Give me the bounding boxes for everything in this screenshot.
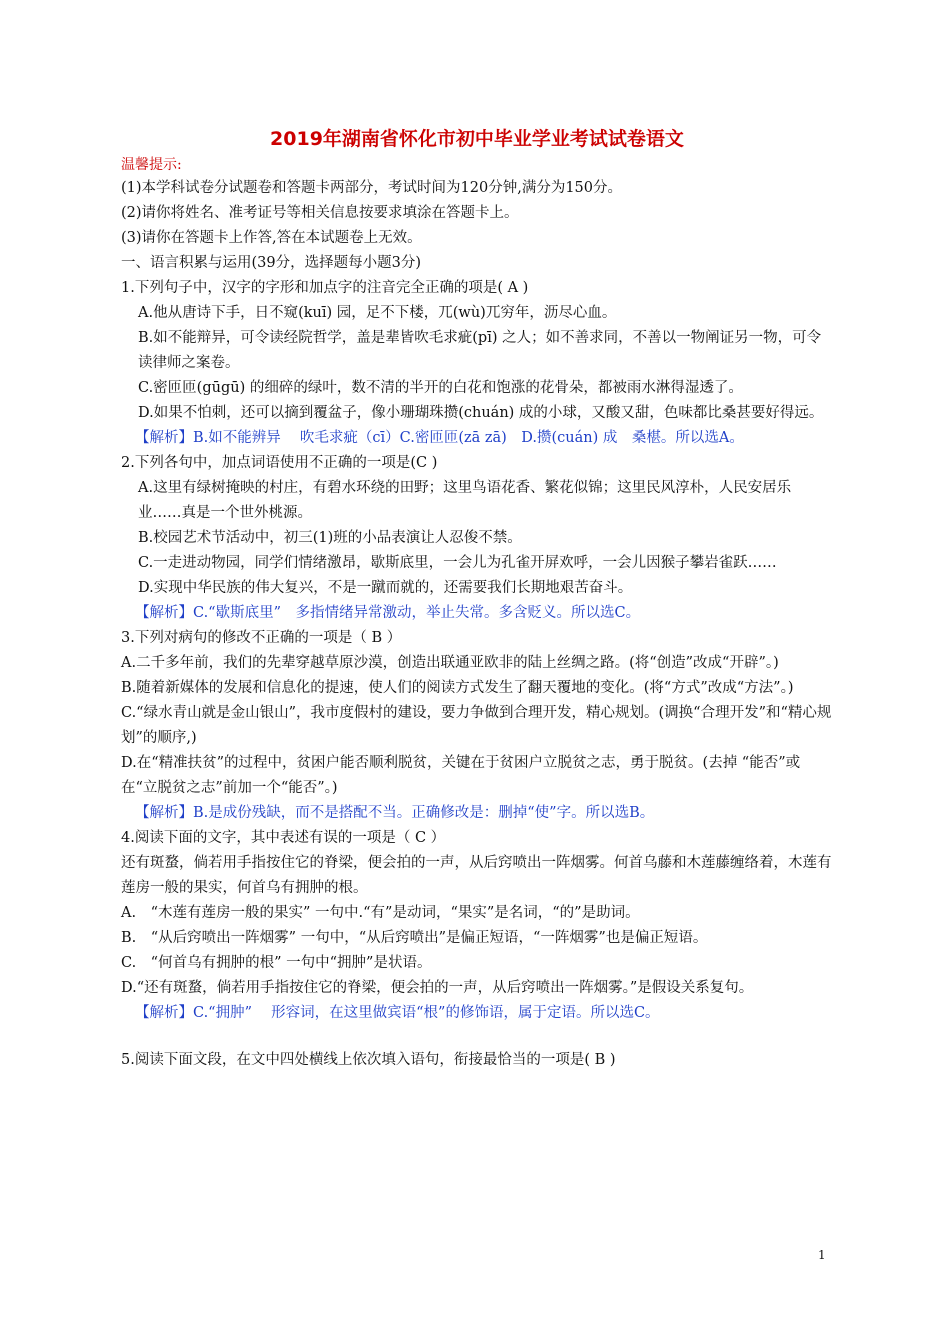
question-2-option-b: B.校园艺术节活动中，初三(1)班的小品表演让人忍俊不禁。	[138, 530, 522, 546]
question-4-stem: 4.阅读下面的文字，其中表述有误的一项是（ C ）	[121, 830, 446, 846]
tip-item: (3)请你在答题卡上作答,答在本试题卷上无效。	[121, 230, 422, 246]
page-title: 2019年湖南省怀化市初中毕业学业考试试卷语文	[270, 128, 684, 150]
question-4-option-d: D.“还有斑蝥，倘若用手指按住它的脊梁，便会拍的一声，从后窍喷出一阵烟雾。”是假设关系复句。	[121, 980, 754, 996]
tips-heading: 温馨提示:	[121, 157, 182, 173]
question-1-stem: 1.下列句子中，汉字的字形和加点字的注音完全正确的项是( A )	[121, 280, 529, 296]
question-1-option-d: D.如果不怕刺，还可以摘到覆盆子，像小珊瑚珠攒(chuán) 成的小球，又酸又甜，色味都比桑甚要好得远。	[138, 405, 824, 421]
question-2-option-c: C.一走进动物园，同学们情绪激昂，歇斯底里，一会儿为孔雀开屏欢呼，一会儿因猴子攀岩雀跃……	[138, 555, 777, 571]
question-4-option-b: B. “从后窍喷出一阵烟雾” 一句中，“从后窍喷出”是偏正短语，“一阵烟雾”也是偏正短语。	[121, 930, 708, 946]
page-number: 1	[818, 1248, 826, 1262]
question-4-option-a: A. “木莲有莲房一般的果实” 一句中.“有”是动词，“果实”是名词，“的”是助词。	[121, 905, 640, 921]
question-1-option-c: C.密匝匝(gūgū) 的细碎的绿叶，数不清的半开的白花和饱涨的花骨朵，都被雨水淋得湿透了。	[138, 380, 743, 396]
tip-item: (2)请你将姓名、准考证号等相关信息按要求填涂在答题卡上。	[121, 205, 519, 221]
question-4-passage: 还有斑蝥，倘若用手指按住它的脊梁，便会拍的一声，从后窍喷出一阵烟雾。何首乌藤和木莲藤缠络着，木莲有莲房一般的果实，何首乌有拥肿的根。	[121, 855, 832, 896]
question-3-analysis: 【解析】B.是成份残缺，而不是搭配不当。正确修改是：删掉“使”字。所以选B。	[135, 805, 655, 821]
spacer	[121, 1026, 833, 1048]
question-3-option-b: B.随着新媒体的发展和信息化的提速，使人们的阅读方式发生了翻天覆地的变化。(将“方式”改成“方法”。)	[121, 680, 794, 696]
question-5-stem: 5.阅读下面文段，在文中四处横线上依次填入语句，衔接最恰当的一项是( B )	[121, 1052, 616, 1068]
question-3-stem: 3.下列对病句的修改不正确的一项是（ B ）	[121, 630, 402, 646]
question-3-option-d: D.在“精准扶贫”的过程中，贫困户能否顺利脱贫，关键在于贫困户立脱贫之志，勇于脱贫。(去掉 “能否”或在“立脱贫之志”前加一个“能否”。)	[121, 755, 801, 796]
question-2-stem: 2.下列各句中，加点词语使用不正确的一项是(C )	[121, 455, 438, 471]
question-1-analysis: 【解析】B.如不能辨异 吹毛求疵（cī）C.密匝匝(zā zā) D.攒(cuán) 成 桑椹。所以选A。	[135, 430, 744, 446]
question-2-option-d: D.实现中华民族的伟大复兴，不是一蹴而就的，还需要我们长期地艰苦奋斗。	[138, 580, 633, 596]
question-3-option-c: C.“绿水青山就是金山银山”，我市度假村的建设，要力争做到合理开发，精心规划。(调换“合理开发”和“精心规划”的顺序,)	[121, 705, 832, 746]
document-body	[121, 126, 833, 1073]
question-4-analysis: 【解析】C.“拥肿” 形容词，在这里做宾语“根”的修饰语，属于定语。所以选C。	[135, 1005, 660, 1021]
question-3-option-a: A.二千多年前，我们的先辈穿越草原沙漠，创造出联通亚欧非的陆上丝绸之路。(将“创造”改成“开辟”。)	[121, 655, 779, 671]
question-2-option-a: A.这里有绿树掩映的村庄，有碧水环绕的田野；这里鸟语花香、繁花似锦；这里民风淳朴，人民安居乐业……真是一个世外桃源。	[138, 480, 792, 521]
tip-item: (1)本学科试卷分试题卷和答题卡两部分，考试时间为120分钟,满分为150分。	[121, 180, 622, 196]
question-2-analysis: 【解析】C.“歇斯底里” 多指情绪异常激动，举止失常。多含贬义。所以选C。	[135, 605, 641, 621]
question-1-option-a: A.他从唐诗下手，日不窥(kuī) 园，足不下楼，兀(wù)兀穷年，沥尽心血。	[138, 305, 617, 321]
question-1-option-b: B.如不能辩异，可令读经院哲学，盖是辈皆吹毛求疵(pī) 之人；如不善求同，不善以一物阐证另一物，可令读律师之案卷。	[138, 330, 822, 371]
section-heading: 一、语言积累与运用(39分，选择题每小题3分)	[121, 255, 421, 271]
question-4-option-c: C. “何首乌有拥肿的根” 一句中“拥肿”是状语。	[121, 955, 432, 971]
